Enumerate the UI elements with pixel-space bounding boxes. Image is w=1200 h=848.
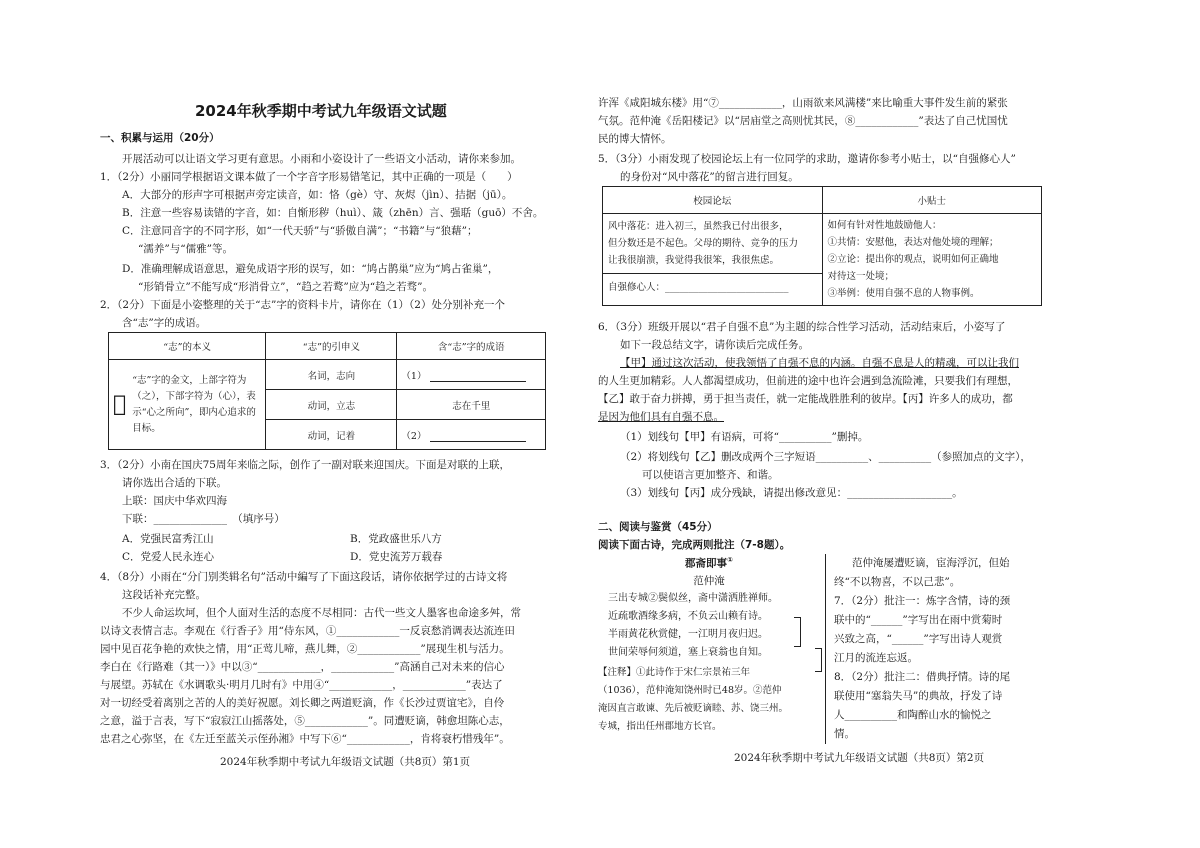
q3-lower-couplet: 下联：______________ （填序号） <box>122 513 285 525</box>
reply-field[interactable]: 自强修心人：__________________________ <box>608 282 789 293</box>
q8-line-3: 人__________和陶醉山水的愉悦之 <box>834 709 992 721</box>
q4-passage-line-8: 忠君之心弥坚，在《左迁至蓝关示侄孙湘》中写下⑥“____________，肯将衰朽惜残年”。 <box>100 733 510 745</box>
zhi-info-card-table <box>108 332 546 450</box>
q4-passage-line-5: 与展望。苏轼在《水调歌头·明月几时有》中用④“____________，____________”表达了 <box>100 679 503 691</box>
q6-sentence-bing-cont: 是因为他们具有自强不息。 <box>598 411 724 423</box>
q3-option-c[interactable]: C．党爱人民永连心 <box>122 551 215 563</box>
reading-intro: 阅读下面古诗，完成两则批注（7-8题）。 <box>598 539 791 551</box>
table-header-idioms: 含“志”字的成语 <box>397 333 546 360</box>
q6-sentence-yi: 【乙】敢于奋力拼搏，勇于担当责任，就一定能战胜胜利的彼岸。【丙】许多人的成功，都 <box>598 393 1013 405</box>
q6-task-2: （2）将划线句【乙】删改成两个三字短语__________、__________（参照加点的文字）， <box>620 451 1031 463</box>
q6-stem: 6．（3分）班级开展以“君子自强不息”为主题的综合性学习活动，活动结束后，小姿写了 <box>598 321 1006 333</box>
poem-line-1: 三出专城②鬓似丝，斋中潇洒胜禅师。 <box>608 592 778 604</box>
q5-stem-cont: 的身份对“风中落花”的留言进行回复。 <box>620 171 799 183</box>
table-header-campus-forum: 校园论坛 <box>603 187 823 214</box>
section-2-heading: 二、阅读与鉴赏（45分） <box>598 521 718 533</box>
page-2-footer: 2024年秋季期中考试九年级语文试题（共8页）第2页 <box>734 752 985 764</box>
annotation-bracket <box>815 648 822 672</box>
q4-passage-line-7: 之意，溢于言表，写下“寂寂江山摇落处，⑤____________”。同遭贬谪，韩愈坦陈心志， <box>100 715 510 727</box>
q1-option-d: D．准确理解成语意思，避免成语字形的误写，如：“鸠占鹊巢”应为“鸠占雀巢”， <box>122 263 499 275</box>
forum-tips-table <box>602 186 1042 306</box>
tips-line-2: ①共情：安慰他，表达对他处境的理解； <box>827 237 999 248</box>
poem-line-3: 半雨黄花秋赏健，一江明月夜归迟。 <box>608 628 768 640</box>
q6-task-1: （1）划线句【甲】有语病，可将“__________”删掉。 <box>620 431 869 443</box>
q4-passage-line-1: 不少人命运坎坷，但个人面对生活的态度不尽相同：古代一些文人墨客也命途多舛，常 <box>122 607 521 619</box>
poem-line-4: 世间荣辱何须道，塞上衰翁也自知。 <box>608 646 768 658</box>
poem-notes <box>598 664 820 736</box>
annotation-bracket <box>794 617 801 647</box>
q1-option-d-cont: “形销骨立”不能写成“形消骨立”，“趋之若鹜”应为“趋之若骛”。 <box>138 281 433 293</box>
q6-sentence-jia: 【甲】通过这次活动，使我领悟了自强不息的内涵。自强不息是人的精魂，可以让我们 <box>620 357 1019 369</box>
forum-post-line-2: 但分数还是不起色。父母的期待、竞争的压力 <box>608 238 799 249</box>
poem-note-line-3: 淹因直言敢谏、先后被贬谪睦、苏、饶三州。 <box>598 702 789 714</box>
q7-line-4: 江月的流连忘返。 <box>834 652 918 664</box>
table-header-original-meaning: “志”的本义 <box>109 333 266 360</box>
q4-passage-line-3: 园中见百花争艳的欢快之情，用“正莺儿啼，燕儿舞，②____________”展现生机与活力。 <box>100 643 510 655</box>
q8-line-4: 情。 <box>834 728 855 740</box>
q7-line-1: 7．（2分）批注一：炼字含情，诗的颈 <box>834 595 1011 607</box>
forum-post-line-1: 风中落花：进入初三，虽然我已付出很多， <box>608 221 789 232</box>
q4-stem-cont: 这段话补充完整。 <box>122 589 206 601</box>
page-1-footer: 2024年秋季期中考试九年级语文试题（共8页）第1页 <box>220 756 471 768</box>
poem-note-line-4: 专城，指出任州郡地方长官。 <box>598 720 722 732</box>
q4-stem: 4．（8分）小雨在“分门别类辑名句”活动中編写了下面这段话，请你依据学过的古诗文将 <box>100 571 508 583</box>
q1-option-a: A．大部分的形声字可根据声旁定读音，如：恪（gè）守、灰烬（jìn）、拮据（jū）。 <box>122 189 513 201</box>
bronze-zhi-glyph-icon: 𢀳 <box>113 392 127 417</box>
idiom-blank-1[interactable]: （1） <box>397 360 546 390</box>
q6-summary-line-2: 的人生更加精彩。人人都渴望成功，但前进的途中也许会遇到急流险滩，只要我们有理想， <box>598 375 1018 387</box>
tips-cell <box>822 214 1042 306</box>
extended-meaning-1: 名词，志向 <box>266 360 397 390</box>
section-1-intro: 开展活动可以让语文学习更有意思。小雨和小姿设计了一些语文小活动，请你来参加。 <box>122 153 521 165</box>
q8-line-2: 联使用“塞翁失马”的典故，抒发了诗 <box>834 690 1003 702</box>
q1-option-c-cont: “濡养”与“儒雅”等。 <box>138 243 233 255</box>
table-header-extended-meaning: “志”的引申义 <box>266 333 397 360</box>
exam-page-2 <box>598 0 1046 848</box>
q7-line-2: 联中的“______”字写出在雨中赏菊时 <box>834 614 1003 626</box>
q2-stem: 2．（2分）下面是小姿整理的关于“志”字的资料卡片，请你在（1）（2）处分别补充一个 <box>100 299 505 311</box>
idiom-example: 志在千里 <box>397 390 546 420</box>
q7-line-3: 兴致之高，“______”字写出诗人观赏 <box>834 633 1003 645</box>
exam-page-1 <box>100 0 552 848</box>
annotation-intro-line-1: 范仲淹屡遭贬谪，宦海浮沉，但始 <box>852 557 1010 569</box>
q4-passage-line-2: 以诗文表情言志。李观在《行香子》用“侍东风，①____________一反哀愁消调表达流连田 <box>100 625 515 637</box>
tips-line-4: 对待这一处境； <box>827 271 895 282</box>
forum-post-line-3: 让我很崩溃，我觉得我很笨，我很焦虑。 <box>608 255 780 266</box>
extended-meaning-2: 动词，立志 <box>266 390 397 420</box>
q4-passage-cont-3: 民的博大情怀。 <box>598 133 672 145</box>
q6-stem-cont: 如下一段总结文字，请你读后完成任务。 <box>620 339 809 351</box>
q4-passage-line-4: 李白在《行路难（其一）》中以③“____________，____________”高涵自己对未来的信心 <box>100 661 505 673</box>
q1-stem: 1．（2分）小丽同学根据语文课本做了一个字音字形易错笔记，其中正确的一项是（ ） <box>100 171 518 183</box>
poem-note-line-2: （1036），范仲淹知饶州时已48岁。②范仲 <box>598 684 782 696</box>
q1-option-b: B．注意一些容易读错的字音，如：自惭形秽（huì）、箴（zhēn）言、强聒（guō）不舍。 <box>122 207 544 219</box>
q3-option-a[interactable]: A．党强民富秀江山 <box>122 533 214 545</box>
poem-author: 范仲淹 <box>693 574 725 587</box>
annotation-column <box>834 554 1044 744</box>
poem-line-2: 近疏歌酒缘多病，不负云山赖有诗。 <box>608 610 768 622</box>
extended-meaning-3: 动词，记着 <box>266 420 397 450</box>
q3-option-b[interactable]: B．党政盛世乐八方 <box>350 533 442 545</box>
poem-block <box>598 552 820 736</box>
q3-option-d[interactable]: D．党史流芳万载春 <box>350 551 443 563</box>
annotation-divider <box>825 554 826 744</box>
q3-stem-cont: 请你选出合适的下联。 <box>122 477 227 489</box>
forum-cell <box>603 214 823 306</box>
q3-stem: 3．（2分）小南在国庆75周年来临之际，创作了一副对联来迎国庆。下面是对联的上联， <box>100 459 510 471</box>
idiom-blank-2[interactable]: （2） <box>397 420 546 450</box>
q2-stem-cont: 含“志”字的成语。 <box>122 317 207 329</box>
q4-passage-cont-2: 气氛。范仲淹《岳阳楼记》以“居庙堂之高则忧其民，⑧____________”表达了自己忧国忧 <box>598 115 1008 127</box>
tips-line-3: ②立论：提出你的观点，说明如何正确地 <box>827 254 999 265</box>
q8-line-1: 8．（2分）批注二：借典抒情。诗的尾 <box>834 671 1011 683</box>
q4-passage-cont-1: 许浑《咸阳城东楼》用“⑦____________，山雨欲来风满楼”来比喻重大事件发生前的紧张 <box>598 97 1008 109</box>
q3-upper-couplet: 上联：国庆中华欢四海 <box>122 495 227 507</box>
zhi-origin-text: “志”字的金文，上部字符为（之），下部字符为（心），表示“心之所向”，即内心追求的目标。 <box>132 374 256 434</box>
tips-line-1: 如何有针对性地鼓励他人： <box>827 220 942 231</box>
poem-note-line-1: 【注释】①此诗作于宋仁宗景祐三年 <box>598 666 751 678</box>
q5-stem: 5．（3分）小雨发现了校园论坛上有一位同学的求助，邀请你参考小贴士，以“自强修心人” <box>598 153 1016 165</box>
q4-passage-line-6: 对一切经受着离别之苦的人的美好祝愿。刘长卿之两道贬滴，作《长沙过贾谊宅》，自伶 <box>100 697 505 709</box>
tips-line-5: ③举例：使用自强不息的人物事例。 <box>827 288 980 299</box>
q6-task-3: （3）划线句【丙】成分残缺，请提出修改意见：____________________。 <box>620 487 963 499</box>
poem-title: 郡斋即事① <box>685 556 733 570</box>
exam-title: 2024年秋季期中考试九年级语文试题 <box>195 102 447 120</box>
q6-task-2-cont: 可以使语言更加整齐、和谐。 <box>642 469 779 481</box>
section-1-heading: 一、积累与运用（20分） <box>100 132 220 144</box>
table-header-tips: 小贴士 <box>822 187 1042 214</box>
zhi-origin-cell <box>109 360 266 450</box>
q1-option-c: C．注意同音字的不同字形，如“一代天骄”与“骄傲自满”；“书籍”与“狼藉”； <box>122 225 478 237</box>
poem-lines <box>598 590 820 662</box>
annotation-intro-line-2: 终“不以物喜，不以己悲”。 <box>834 576 961 588</box>
